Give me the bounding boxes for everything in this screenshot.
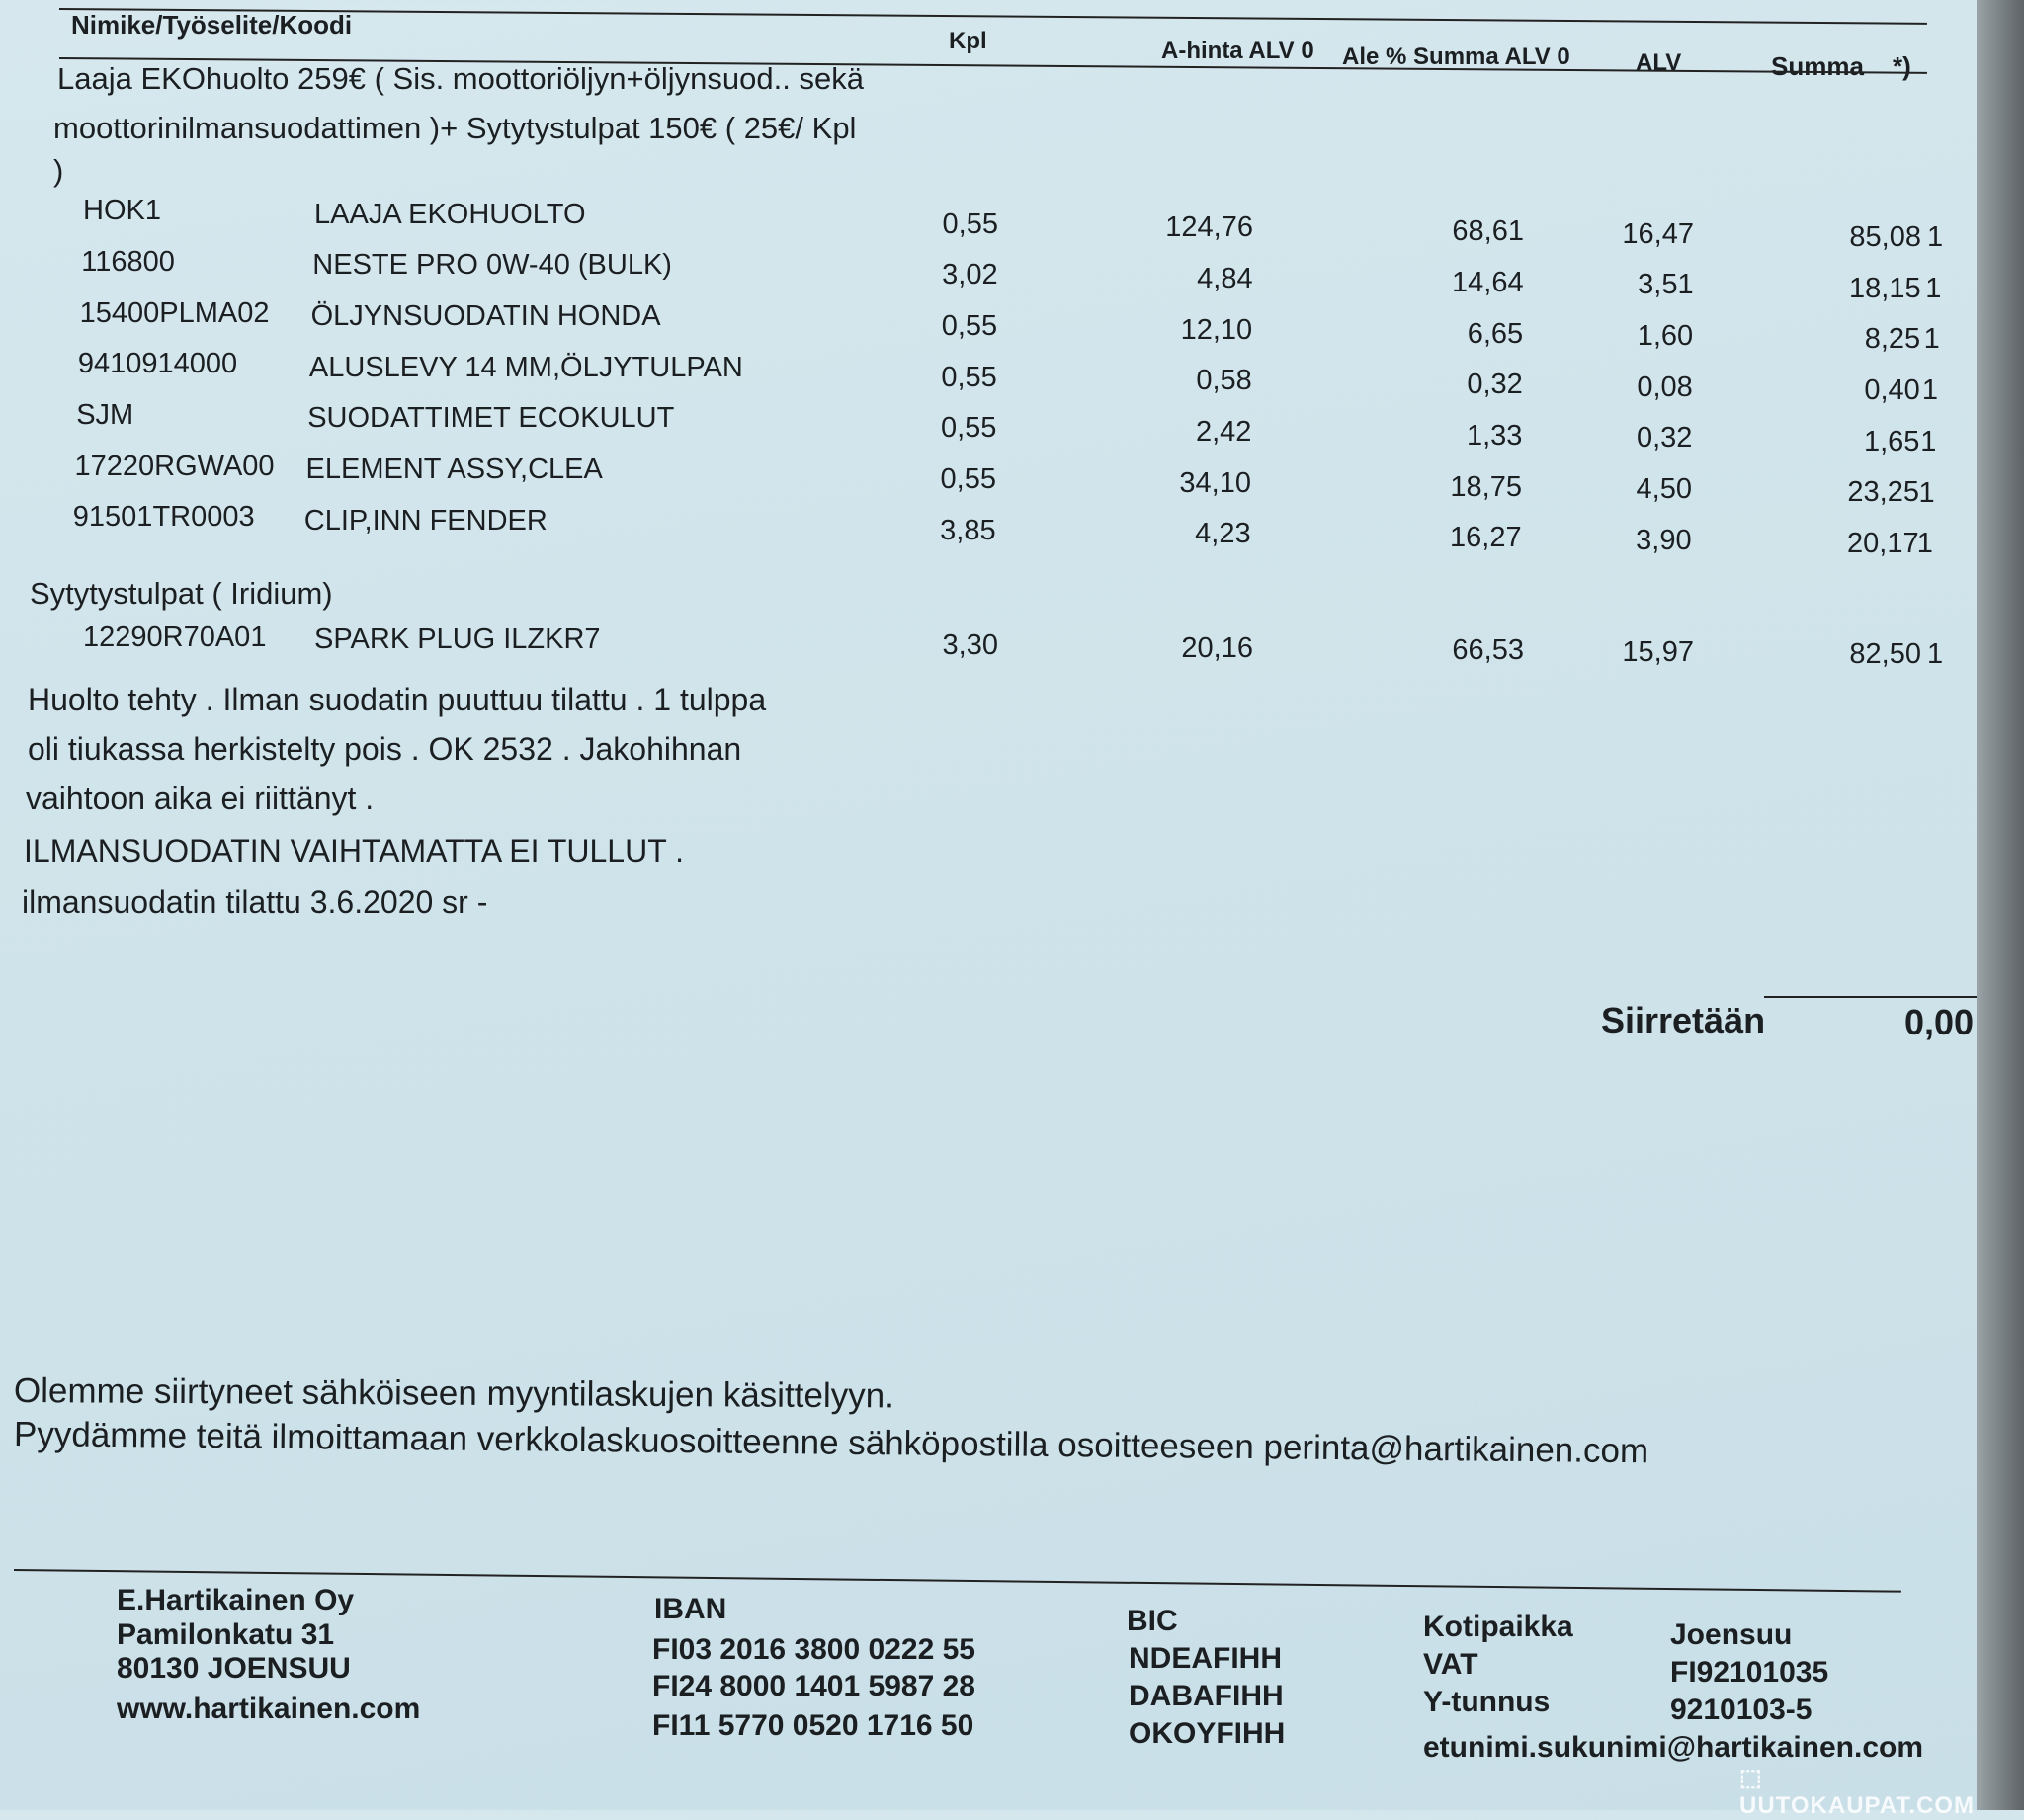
label-domicile: Kotipaikka — [1423, 1611, 1573, 1643]
header-discount-sum: Ale % Summa ALV 0 — [1342, 43, 1570, 70]
cell-sum: 0,40 — [1864, 374, 1920, 406]
cell-desc: ELEMENT ASSY,CLEA — [305, 454, 603, 486]
iban-2: FI24 8000 1401 5987 28 — [652, 1670, 975, 1702]
cell-code: SJM — [76, 399, 134, 431]
company-postal: 80130 JOENSUU — [117, 1652, 351, 1685]
cell-unit: 0,58 — [1196, 365, 1252, 397]
cell-flag: 1 — [1923, 323, 1940, 356]
cell-flag: 1 — [1925, 272, 1942, 304]
value-vat: FI92101035 — [1670, 1656, 1829, 1689]
cell-unit: 4,84 — [1197, 262, 1253, 294]
cell-unit: 124,76 — [1165, 211, 1253, 244]
cell-net: 1,33 — [1466, 419, 1523, 452]
cell-vat: 4,50 — [1636, 473, 1692, 506]
transfer-label: Siirretään — [1601, 1000, 1766, 1040]
cell-unit: 4,23 — [1195, 518, 1251, 550]
cell-code: 15400PLMA02 — [79, 296, 270, 329]
header-qty: Kpl — [949, 28, 987, 54]
watermark-logo — [1739, 1764, 1977, 1820]
cell-sum: 23,25 — [1847, 476, 1919, 509]
cell-flag: 1 — [1918, 476, 1935, 509]
cell-qty: 0,55 — [942, 207, 998, 240]
cell-qty: 3,85 — [940, 514, 996, 546]
cell-code: 116800 — [81, 245, 175, 278]
cell-unit: 20,16 — [1181, 631, 1253, 664]
note-line: oli tiukassa herkistelty pois . OK 2532 . Jakohihnan — [28, 731, 742, 767]
bic-2: DABAFIHH — [1129, 1680, 1284, 1712]
bic-label: BIC — [1127, 1605, 1178, 1637]
cell-unit: 12,10 — [1180, 313, 1253, 346]
message-line-2: Pyydämme teitä ilmoittamaan verkkolaskuosoitteenne sähköpostilla osoitteeseen perinta@hartikainen.com — [13, 1415, 1649, 1471]
transfer-value: 0,00 — [1904, 1002, 1975, 1042]
contact-email: etunimi.sukunimi@hartikainen.com — [1423, 1731, 1924, 1764]
cell-vat: 16,47 — [1622, 217, 1694, 250]
package-title-line-1: Laaja EKOhuolto 259€ ( Sis. moottoriöljyn+öljynsuod.. sekä — [57, 61, 864, 96]
cell-net: 66,53 — [1452, 634, 1524, 667]
cell-desc: SPARK PLUG ILZKR7 — [314, 622, 601, 655]
cell-code: HOK1 — [83, 195, 161, 227]
watermark-icon: ⬚ — [1739, 1765, 1763, 1791]
cell-qty: 3,02 — [942, 259, 998, 291]
cell-flag: 1 — [1921, 374, 1939, 407]
cell-code: 91501TR0003 — [72, 501, 255, 534]
cell-sum: 20,17 — [1847, 528, 1919, 560]
cell-sum: 1,65 — [1863, 425, 1920, 457]
cell-vat: 3,51 — [1638, 269, 1694, 301]
cell-qty: 0,55 — [941, 309, 998, 342]
header-sum: Summa — [1771, 51, 1864, 81]
header-unit-price: A-hinta ALV 0 — [1161, 38, 1314, 64]
cell-qty: 0,55 — [940, 412, 997, 445]
header-item: Nimike/Työselite/Koodi — [71, 10, 353, 40]
cell-desc: SUODATTIMET ECOKULUT — [307, 402, 675, 435]
company-website: www.hartikainen.com — [117, 1693, 421, 1725]
note-line: ilmansuodatin tilattu 3.6.2020 sr - — [22, 884, 488, 920]
cell-flag: 1 — [1920, 425, 1937, 457]
cell-sum: 8,25 — [1864, 323, 1921, 356]
label-business-id: Y-tunnus — [1423, 1686, 1551, 1718]
cell-desc: ÖLJYNSUODATIN HONDA — [310, 299, 661, 332]
package-title-line-2: moottorinilmansuodattimen )+ Sytytystulpat 150€ ( 25€/ Kpl — [53, 111, 857, 145]
message-line-1: Olemme siirtyneet sähköiseen myyntilaskujen käsittelyyn. — [13, 1371, 895, 1416]
cell-code: 17220RGWA00 — [74, 450, 275, 482]
iban-label: IBAN — [654, 1593, 727, 1625]
cell-desc: LAAJA EKOHUOLTO — [314, 198, 586, 230]
note-line: vaihtoon aika ei riittänyt . — [26, 781, 375, 816]
cell-vat: 15,97 — [1622, 635, 1694, 668]
iban-1: FI03 2016 3800 0222 55 — [652, 1633, 975, 1666]
cell-code: 9410914000 — [77, 348, 238, 380]
cell-vat: 1,60 — [1637, 320, 1694, 352]
cell-desc: NESTE PRO 0W-40 (BULK) — [312, 249, 672, 282]
bic-1: NDEAFIHH — [1129, 1642, 1282, 1675]
cell-net: 6,65 — [1467, 317, 1524, 350]
company-name: E.Hartikainen Oy — [117, 1584, 355, 1616]
cell-sum: 18,15 — [1849, 272, 1921, 304]
package-title-line-3: ) — [53, 153, 64, 188]
cell-flag: 1 — [1916, 528, 1933, 560]
bic-3: OKOYFIHH — [1129, 1717, 1286, 1750]
cell-vat: 3,90 — [1636, 524, 1692, 556]
cell-desc: ALUSLEVY 14 MM,ÖLJYTULPAN — [308, 351, 743, 383]
cell-qty: 0,55 — [941, 361, 997, 393]
cell-vat: 0,32 — [1636, 422, 1693, 455]
cell-net: 68,61 — [1452, 215, 1524, 248]
cell-net: 0,32 — [1467, 369, 1523, 401]
note-line: ILMANSUODATIN VAIHTAMATTA EI TULLUT . — [24, 833, 684, 869]
note-line: Huolto tehty . Ilman suodatin puuttuu tilattu . 1 tulppa — [28, 682, 767, 717]
cell-unit: 34,10 — [1179, 466, 1251, 499]
cell-flag: 1 — [1927, 638, 1944, 670]
cell-code: 12290R70A01 — [83, 620, 267, 653]
cell-unit: 2,42 — [1195, 416, 1252, 448]
transfer-rule — [1764, 996, 1979, 998]
company-address: Pamilonkatu 31 — [117, 1618, 335, 1651]
header-vat: ALV — [1636, 49, 1682, 76]
cell-qty: 0,55 — [940, 463, 996, 495]
cell-flag: 1 — [1927, 221, 1944, 253]
watermark-text: UUTOKAUPAT.COM — [1739, 1792, 1975, 1819]
value-domicile: Joensuu — [1670, 1618, 1793, 1651]
cell-sum: 82,50 — [1849, 637, 1921, 670]
header-note-marker: *) — [1893, 51, 1911, 81]
label-vat: VAT — [1423, 1648, 1478, 1681]
section-title-spark-plugs: Sytytystulpat ( Iridium) — [30, 576, 333, 611]
cell-desc: CLIP,INN FENDER — [303, 504, 548, 537]
cell-sum: 85,08 — [1849, 220, 1921, 253]
iban-3: FI11 5770 0520 1716 50 — [652, 1709, 974, 1742]
cell-net: 18,75 — [1450, 470, 1522, 503]
cell-qty: 3,30 — [942, 629, 998, 662]
cell-net: 16,27 — [1450, 522, 1522, 554]
cell-net: 14,64 — [1452, 266, 1524, 298]
cell-vat: 0,08 — [1637, 371, 1693, 403]
page-edge-shadow — [1977, 0, 2024, 1810]
value-business-id: 9210103-5 — [1670, 1694, 1813, 1726]
